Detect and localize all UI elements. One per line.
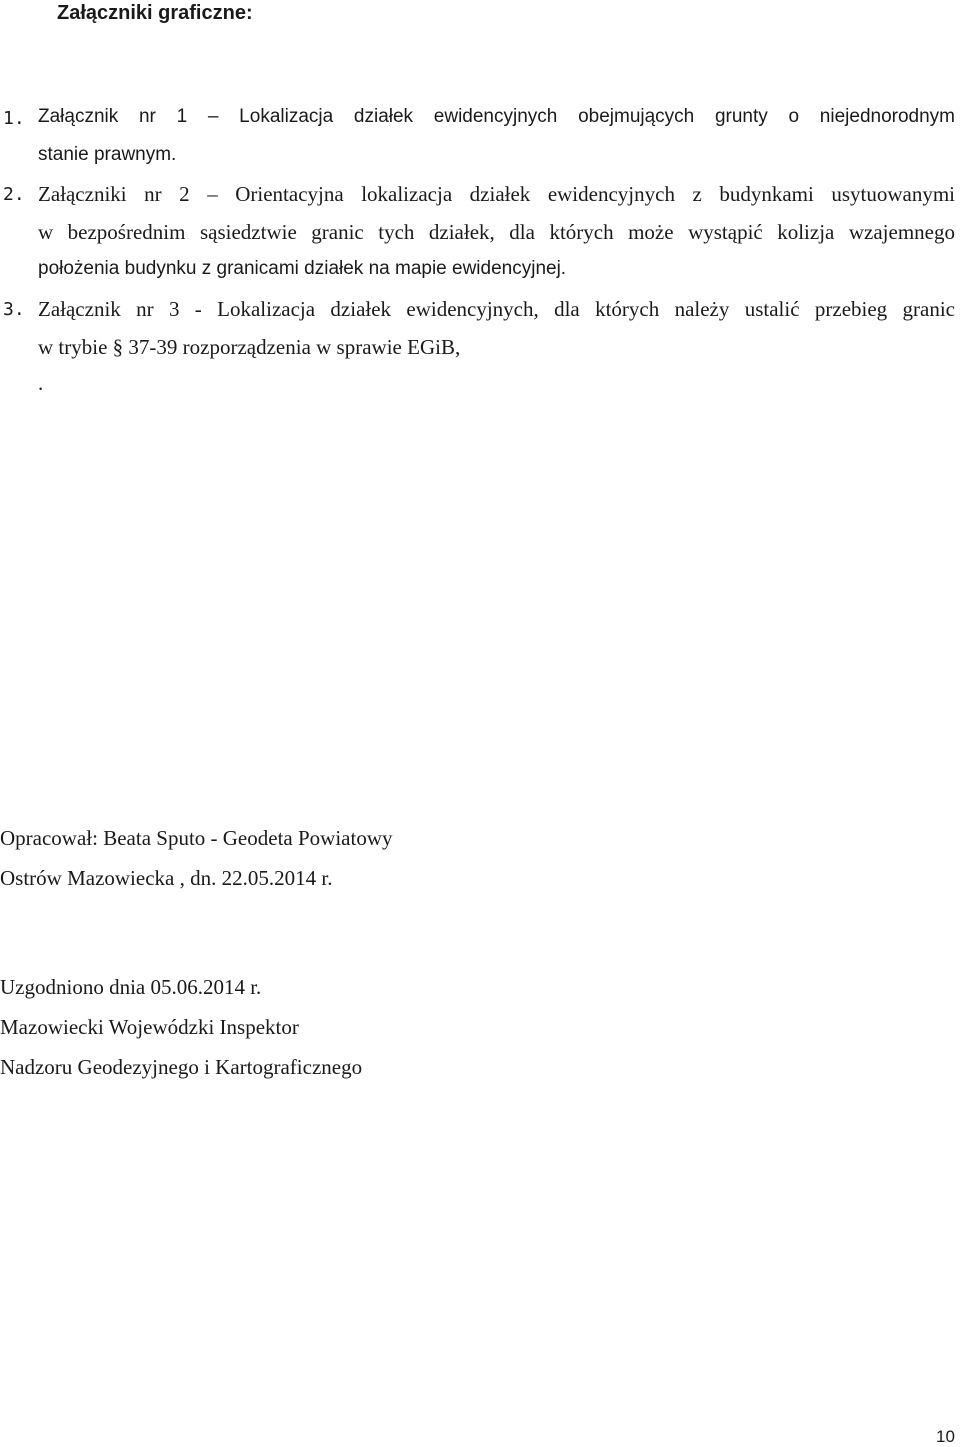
- item-number: 1.: [3, 108, 25, 129]
- place-date: Ostrów Mazowiecka , dn. 22.05.2014 r.: [0, 866, 333, 890]
- item-text-line: położenia budynku z granicami działek na mapie ewidencyjnej.: [38, 258, 567, 279]
- item-text-line: .: [38, 371, 44, 395]
- page-number: 10: [936, 1427, 955, 1446]
- inspector-title-line-2: Nadzoru Geodezyjnego i Kartograficznego: [0, 1055, 363, 1079]
- item-text-line: Załącznik nr 3 - Lokalizacja działek ewidencyjnych, dla których należy ustalić przebieg granic: [38, 297, 955, 321]
- prepared-by: Opracował: Beata Sputo - Geodeta Powiatowy: [0, 826, 393, 850]
- agreed-date: Uzgodniono dnia 05.06.2014 r.: [0, 975, 262, 999]
- item-text-line: w bezpośrednim sąsiedztwie granic tych działek, dla których może wystąpić kolizja wzajemnego: [38, 220, 955, 244]
- section-heading: Załączniki graficzne:: [57, 2, 253, 24]
- item-number: 3.: [3, 299, 25, 320]
- inspector-title-line-1: Mazowiecki Wojewódzki Inspektor: [0, 1015, 299, 1039]
- item-text-line: stanie prawnym.: [38, 144, 177, 165]
- item-text-line: w trybie § 37-39 rozporządzenia w sprawie EGiB,: [38, 335, 461, 359]
- item-text-line: Załącznik nr 1 – Lokalizacja działek ewidencyjnych obejmujących grunty o niejednorodnym: [38, 106, 955, 127]
- item-text-line: Załączniki nr 2 – Orientacyjna lokalizacja działek ewidencyjnych z budynkami usytuowanymi: [38, 182, 955, 206]
- item-number: 2.: [3, 184, 25, 205]
